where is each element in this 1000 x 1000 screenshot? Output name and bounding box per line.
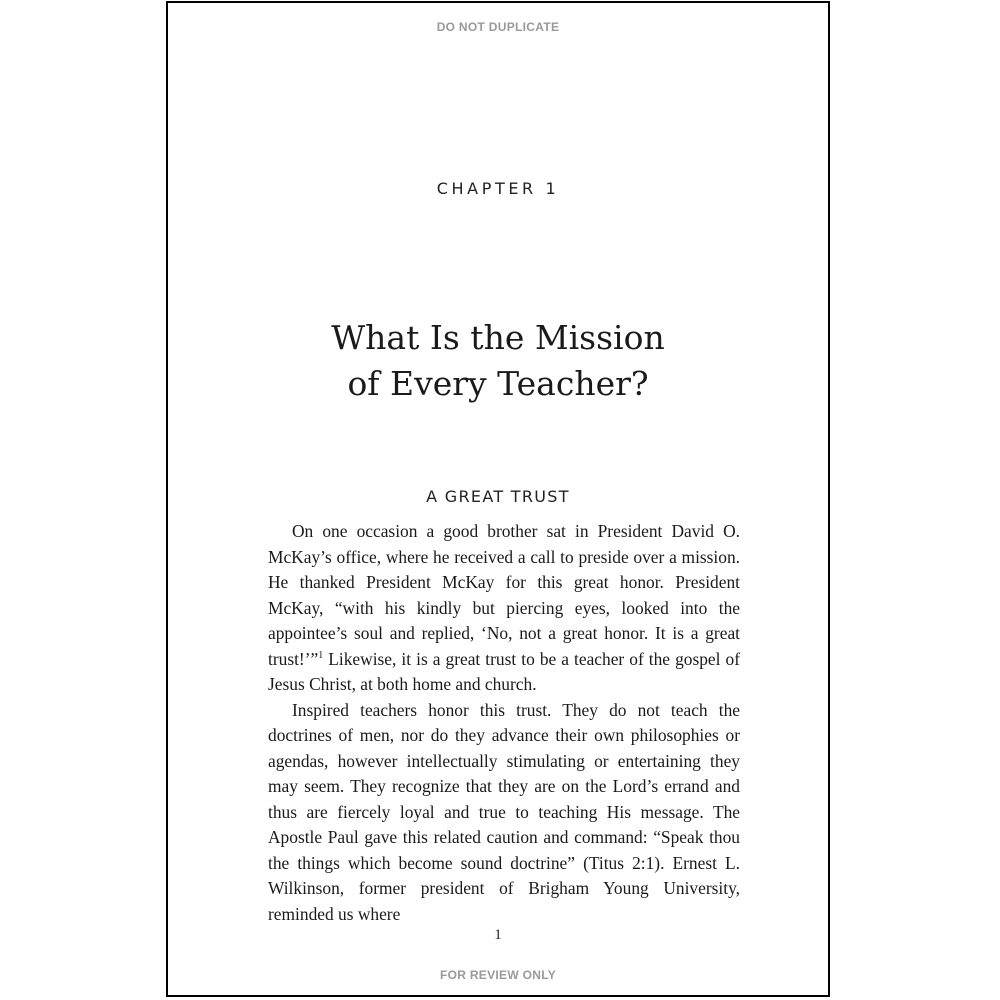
chapter-label: CHAPTER 1 [436, 179, 560, 198]
paragraph-1-text-before-note: On one occasion a good brother sat in President David O. McKay’s office, where he received a call to preside over a mission. He thanked President McKay for this great honor. President McKay, “with his kindly but piercing eyes, looked into the appointee’s soul and replied, ‘No, not a great honor. It is a great trust!’” [268, 521, 740, 669]
footnote-reference: 1 [318, 649, 324, 661]
book-page [166, 1, 830, 997]
paragraph-2: Inspired teachers honor this trust. They do not teach the doctrines of men, nor do they advance their own philosophies or agendas, however intellectually stimulating or entertaining they may seem. They recognize that they are on the Lord’s errand and thus are fiercely loyal and true to teaching His message. The Apostle Paul gave this related caution and command: “Speak thou the things which become sound doctrine” (Titus 2:1). Ernest L. Wilkinson, former president of Brigham Young University, reminded us where [268, 699, 740, 924]
section-heading: A GREAT TRUST [426, 487, 570, 506]
paragraph-1 [268, 519, 740, 698]
chapter-title-line-1: What Is the Mission [331, 318, 665, 357]
watermark-bottom: FOR REVIEW ONLY [439, 968, 557, 982]
chapter-title [168, 315, 828, 407]
body-text [268, 519, 740, 927]
paragraph-1-text-after-note: Likewise, it is a great trust to be a teacher of the gospel of Jesus Christ, at both home and church. [268, 648, 740, 694]
chapter-title-line-2: of Every Teacher? [347, 364, 649, 403]
page-number: 1 [494, 927, 502, 943]
watermark-top: DO NOT DUPLICATE [436, 20, 560, 34]
